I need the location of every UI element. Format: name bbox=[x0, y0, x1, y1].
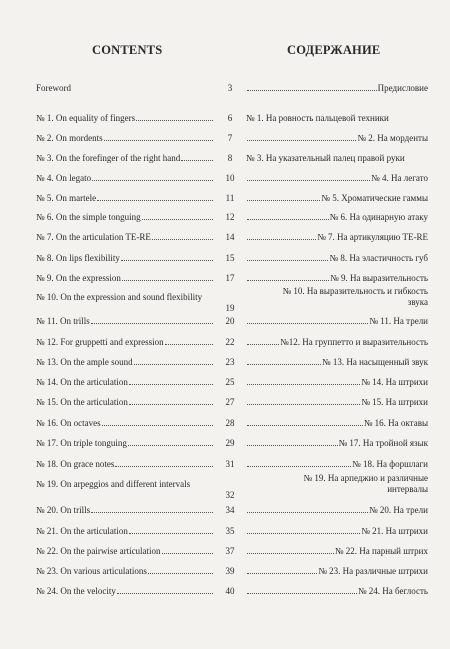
toc-entry-page-number: 12 bbox=[225, 212, 235, 222]
toc-entry-title-en: № 10. On the expression and sound flexibility bbox=[36, 292, 203, 302]
dot-leader bbox=[247, 219, 329, 220]
toc-entry-title-ru: № 1. На ровность пальцевой техники bbox=[246, 113, 389, 123]
toc-entry-page-number: 11 bbox=[225, 193, 235, 203]
toc-entry-page-number: 7 bbox=[227, 133, 233, 143]
toc-entry-title-en: № 14. On the articulation bbox=[36, 377, 214, 388]
toc-entry-page-number: 32 bbox=[225, 490, 235, 500]
toc-entry-title-ru: № 7. На артикуляцию TE-RE bbox=[246, 232, 428, 243]
dot-leader bbox=[92, 180, 213, 181]
dot-leader bbox=[122, 280, 213, 281]
dot-leader bbox=[247, 140, 356, 141]
toc-entry-page-number: 15 bbox=[225, 253, 235, 263]
dot-leader bbox=[247, 384, 360, 385]
dot-leader bbox=[129, 384, 213, 385]
dot-leader bbox=[165, 344, 213, 345]
dot-leader bbox=[247, 425, 363, 426]
dot-leader bbox=[162, 553, 213, 554]
dot-leader bbox=[115, 466, 213, 467]
dot-leader bbox=[247, 364, 321, 365]
dot-leader bbox=[247, 466, 351, 467]
dot-leader bbox=[91, 323, 213, 324]
toc-entry-title-en: № 21. On the articulation bbox=[36, 526, 214, 537]
toc-entry-title-en: № 22. On the pairwise articulation bbox=[36, 546, 214, 557]
dot-leader bbox=[117, 593, 213, 594]
dot-leader bbox=[247, 512, 368, 513]
dot-leader bbox=[91, 512, 213, 513]
toc-entry-title-ru: № 2. На морденты bbox=[246, 133, 428, 144]
contents-heading-en: CONTENTS bbox=[92, 43, 163, 57]
dot-leader bbox=[247, 344, 279, 345]
toc-entry-title-en: № 12. For gruppetti and expression bbox=[36, 337, 214, 348]
toc-entry-page-number: 8 bbox=[227, 153, 233, 163]
toc-entry-title-en: № 9. On the expression bbox=[36, 273, 214, 284]
dot-leader bbox=[247, 90, 377, 91]
dot-leader bbox=[148, 573, 213, 574]
toc-entry-title-en: № 1. On equality of fingers bbox=[36, 113, 214, 124]
toc-entry-title-ru: № 19. На арпеджио и различные интервалы bbox=[303, 473, 428, 494]
dot-leader bbox=[121, 260, 213, 261]
toc-entry-title-ru: № 15. На штрихи bbox=[246, 397, 428, 408]
toc-entry-title-ru: № 18. На форшлаги bbox=[246, 459, 428, 470]
dot-leader bbox=[247, 323, 368, 324]
toc-entry-page-number: 17 bbox=[225, 273, 235, 283]
dot-leader bbox=[181, 160, 213, 161]
dot-leader bbox=[152, 239, 213, 240]
toc-entry-page-number: 6 bbox=[227, 113, 233, 123]
toc-entry-title-ru: № 21. На штрихи bbox=[246, 526, 428, 537]
toc-entry-page-number: 34 bbox=[225, 505, 235, 515]
toc-entry-page-number: 25 bbox=[225, 377, 235, 387]
toc-entry-title-ru: № 20. На трели bbox=[246, 505, 428, 516]
toc-entry-title-ru: № 16. На октавы bbox=[246, 418, 428, 429]
toc-entry-title-ru: № 23. На различные штрихи bbox=[246, 566, 428, 577]
dot-leader bbox=[134, 364, 213, 365]
toc-entry-page-number: 37 bbox=[225, 546, 235, 556]
dot-leader bbox=[247, 180, 370, 181]
toc-entry-page-number: 28 bbox=[225, 418, 235, 428]
toc-entry-title-en: № 8. On lips flexibility bbox=[36, 253, 214, 264]
toc-entry-title-en: № 11. On trills bbox=[36, 316, 214, 327]
toc-entry-title-en: № 15. On the articulation bbox=[36, 397, 214, 408]
toc-entry-page-number: 39 bbox=[225, 566, 235, 576]
toc-entry-page-number: 19 bbox=[225, 303, 235, 313]
dot-leader bbox=[247, 404, 360, 405]
toc-entry-title-en: № 5. On martele bbox=[36, 193, 214, 204]
dot-leader bbox=[129, 404, 213, 405]
toc-entry-title-en: № 17. On triple tonguing bbox=[36, 438, 214, 449]
dot-leader bbox=[128, 445, 213, 446]
toc-entry-title-ru: Предисловие bbox=[246, 83, 428, 94]
dot-leader bbox=[247, 533, 360, 534]
dot-leader bbox=[247, 553, 334, 554]
toc-entry-page-number: 14 bbox=[225, 232, 235, 242]
toc-entry-title-ru: № 13. На насыщенный звук bbox=[246, 357, 428, 368]
toc-entry-title-ru: № 22. На парный штрих bbox=[246, 546, 428, 557]
toc-entry-title-en: № 2. On mordents bbox=[36, 133, 214, 144]
toc-entry-title-ru: № 8. На эластичность губ bbox=[246, 253, 428, 264]
toc-entry-page-number: 23 bbox=[225, 357, 235, 367]
toc-entry-title-ru: № 24. На беглость bbox=[246, 586, 428, 597]
dot-leader bbox=[104, 140, 213, 141]
toc-entry-title-ru: № 10. На выразительность и гибкость звука bbox=[282, 286, 428, 307]
toc-entry-title-ru: № 9. На выразительность bbox=[246, 273, 428, 284]
toc-entry-title-ru: №12. На группетто и выразительность bbox=[246, 337, 428, 348]
toc-entry-page-number: 27 bbox=[225, 397, 235, 407]
toc-entry-title-en: № 19. On arpeggios and different intervals bbox=[36, 479, 191, 489]
toc-entry-page-number: 35 bbox=[225, 526, 235, 536]
dot-leader bbox=[142, 219, 213, 220]
toc-entry-title-ru: № 14. На штрихи bbox=[246, 377, 428, 388]
dot-leader bbox=[247, 445, 338, 446]
dot-leader bbox=[97, 200, 213, 201]
toc-entry-title-en: № 6. On the simple tonguing bbox=[36, 212, 214, 223]
toc-entry-title-en: № 4. On legato bbox=[36, 173, 214, 184]
dot-leader bbox=[247, 260, 328, 261]
contents-heading-ru: СОДЕРЖАНИЕ bbox=[287, 43, 381, 57]
toc-entry-title-ru: № 11. На трели bbox=[246, 316, 428, 327]
toc-entry-title-en: № 3. On the forefinger of the right hand bbox=[36, 153, 214, 164]
toc-entry-title-ru: № 4. На легато bbox=[246, 173, 428, 184]
toc-entry-title-ru: № 6. На одинарную атаку bbox=[246, 212, 428, 223]
dot-leader bbox=[129, 533, 213, 534]
toc-entry-page-number: 3 bbox=[227, 83, 233, 93]
toc-entry-title-en: № 18. On grace notes bbox=[36, 459, 214, 470]
toc-entry-title-ru: № 17. На тройной язык bbox=[246, 438, 428, 449]
toc-entry-title-ru: № 3. На указательный палец правой руки bbox=[246, 153, 405, 163]
dot-leader bbox=[247, 280, 329, 281]
toc-entry-page-number: 31 bbox=[225, 459, 235, 469]
toc-entry-page-number: 20 bbox=[225, 316, 235, 326]
toc-entry-title-en: № 13. On the ample sound bbox=[36, 357, 214, 368]
toc-entry-title-en: № 16. On octaves bbox=[36, 418, 214, 429]
dot-leader bbox=[102, 425, 213, 426]
dot-leader bbox=[247, 200, 320, 201]
toc-entry-title-en: № 23. On various articulations bbox=[36, 566, 214, 577]
dot-leader bbox=[247, 573, 317, 574]
dot-leader bbox=[247, 593, 357, 594]
toc-entry-page-number: 29 bbox=[225, 438, 235, 448]
toc-entry-page-number: 22 bbox=[225, 337, 235, 347]
dot-leader bbox=[136, 120, 213, 121]
toc-entry-title-en: № 7. On the articulation TE-RE bbox=[36, 232, 214, 243]
toc-entry-title-en: № 20. On trills bbox=[36, 505, 214, 516]
toc-entry-page-number: 10 bbox=[225, 173, 235, 183]
toc-entry-title-ru: № 5. Хроматические гаммы bbox=[246, 193, 428, 204]
toc-entry-title-en: Foreword bbox=[36, 83, 71, 93]
toc-entry-title-en: № 24. On the velocity bbox=[36, 586, 214, 597]
dot-leader bbox=[247, 239, 316, 240]
toc-entry-page-number: 40 bbox=[225, 586, 235, 596]
